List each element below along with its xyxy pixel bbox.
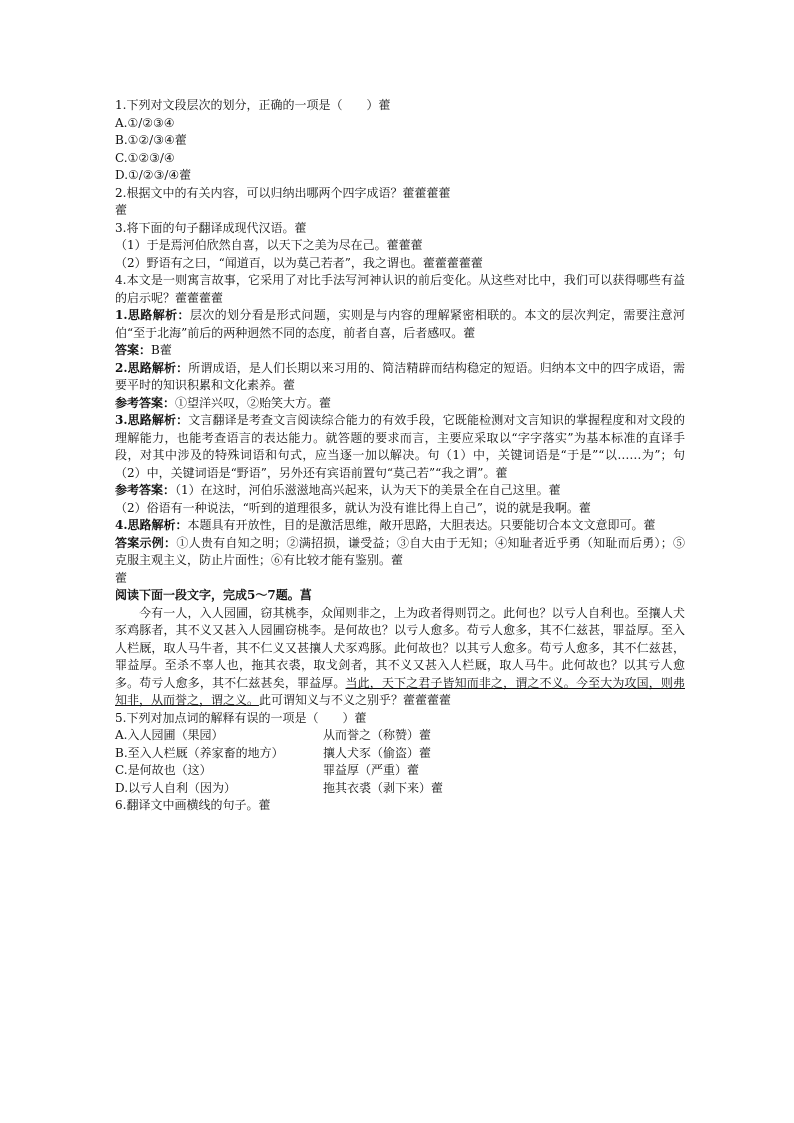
answer-3-analysis: 3.思路解析：文言翻译是考查文言阅读综合能力的有效手段，它既能检测对文言知识的掌握程度和对文段的理解能力，也能考查语言的表达能力。就答题的要求而言，主要应采取以“字字落实”为基本标准的直译手段，对其中涉及的特殊词语和句式，应当逐一加以解决。句（1）中，关键词语是“于是”“以……为”；句（2）中，关键词语是“野语”，另外还有宾语前置句“莫己若”“我之谓”。藿 — [115, 413, 685, 480]
answer-4-analysis: 4.思路解析：本题具有开放性，目的是激活思维，敞开思路，大胆表达。只要能切合本文文意即可。藿 — [115, 518, 656, 532]
question-3: 3.将下面的句子翻译成现代汉语。藿 — [115, 220, 307, 235]
blank-line-mark: 藿 — [115, 570, 128, 585]
answer-3-part-2: （2）俗语有一种说法，“听到的道理很多，就认为没有谁比得上自己”，说的就是我啊。藿 — [115, 500, 591, 515]
underlined-sentence: 当此，天下之君子皆知而非之，谓之不义。今至大为攻国，则弗知非，从而誉之，谓之义。 — [115, 675, 685, 707]
question-4: 4.本文是一则寓言故事，它采用了对比手法写河神认识的前后变化。从这些对比中，我们可以获得哪些有益的启示呢？藿藿藿藿 — [115, 273, 685, 305]
q1-option-b: B.①②/③④藿 — [115, 133, 187, 147]
question-3-sentence-1: （1）于是焉河伯欣然自喜，以天下之美为尽在己。藿藿藿 — [115, 238, 423, 252]
answer-1: 答案：B藿 — [115, 343, 172, 357]
document-body — [115, 97, 685, 815]
question-6: 6.翻译文中画横线的句子。藿 — [115, 798, 271, 812]
question-5: 5.下列对加点词的解释有误的一项是（ ）藿 — [115, 710, 367, 725]
reading-heading: 阅读下面一段文字，完成5～7题。菖 — [115, 588, 312, 602]
q1-option-d: D.①/②③/④藿 — [115, 168, 192, 182]
blank-line-mark: 藿 — [115, 203, 128, 217]
answer-4-example: 答案示例：①人贵有自知之明；②满招损，谦受益；③自大由于无知；④知耻者近乎勇（知耻而后勇）；⑤克服主观主义，防止片面性；⑥有比较才能有鉴别。藿 — [115, 535, 685, 567]
q1-option-a: A.①/②③④ — [115, 115, 175, 130]
question-1: 1.下列对文段层次的划分，正确的一项是（ ）藿 — [115, 98, 391, 112]
answer-2: 参考答案：①望洋兴叹，②贻笑大方。藿 — [115, 395, 332, 410]
q5-option-c: C.是何故也（这） 罪益厚（严重）藿 — [115, 763, 420, 777]
answer-2-analysis: 2.思路解析：所谓成语，是人们长期以来习用的、简洁精辟而结构稳定的短语。归纳本文中的四字成语，需要平时的知识积累和文化素养。藿 — [115, 360, 685, 392]
q5-option-a: A.入人园圃（果园） 从而誉之（称赞）藿 — [115, 728, 432, 742]
q5-option-b: B.至入人栏厩（养家畜的地方） 攘人犬豕（偷盗）藿 — [115, 745, 432, 760]
answer-1-analysis: 1.思路解析：层次的划分看是形式问题，实则是与内容的理解紧密相联的。本文的层次判定，需要注意河伯“至于北海”前后的两种迥然不同的态度，前者自喜，后者感叹。藿 — [115, 308, 685, 340]
answer-3-part-1: 参考答案：（1）在这时，河伯乐滋滋地高兴起来，认为天下的美景全在自己这里。藿 — [115, 483, 561, 497]
question-2: 2.根据文中的有关内容，可以归纳出哪两个四字成语？藿藿藿藿 — [115, 185, 451, 200]
question-3-sentence-2: （2）野语有之曰，“闻道百，以为莫己若者”，我之谓也。藿藿藿藿藿 — [115, 255, 483, 270]
reading-passage: 今有一人，入人园圃，窃其桃李，众闻则非之，上为政者得则罚之。此何也？以亏人自利也。至攘人犬豕鸡豚者，其不义又甚入人园圃窃桃李。是何故也？以亏人愈多。苟亏人愈多，其不仁兹甚，罪益厚。至入人栏厩，取人马牛者，其不仁义又甚攘人犬豕鸡豚。此何故也？以其亏人愈多。苟亏人愈多，其不仁兹甚，罪益厚。至杀不辜人也，拖其衣裘，取戈剑者，其不义又甚入人栏厩，取人马牛。此何故也？以其亏人愈多。苟亏人愈多，其不仁兹甚矣，罪益厚。当此，天下之君子皆知而非之，谓之不义。今至大为攻国，则弗知非，从而誉之，谓之义。此可谓知义与不义之别乎？藿藿藿藿 — [115, 605, 685, 707]
q5-option-d: D.以亏人自利（因为） 拖其衣裘（剥下来）藿 — [115, 780, 444, 795]
q1-option-c: C.①②③/④ — [115, 150, 175, 165]
